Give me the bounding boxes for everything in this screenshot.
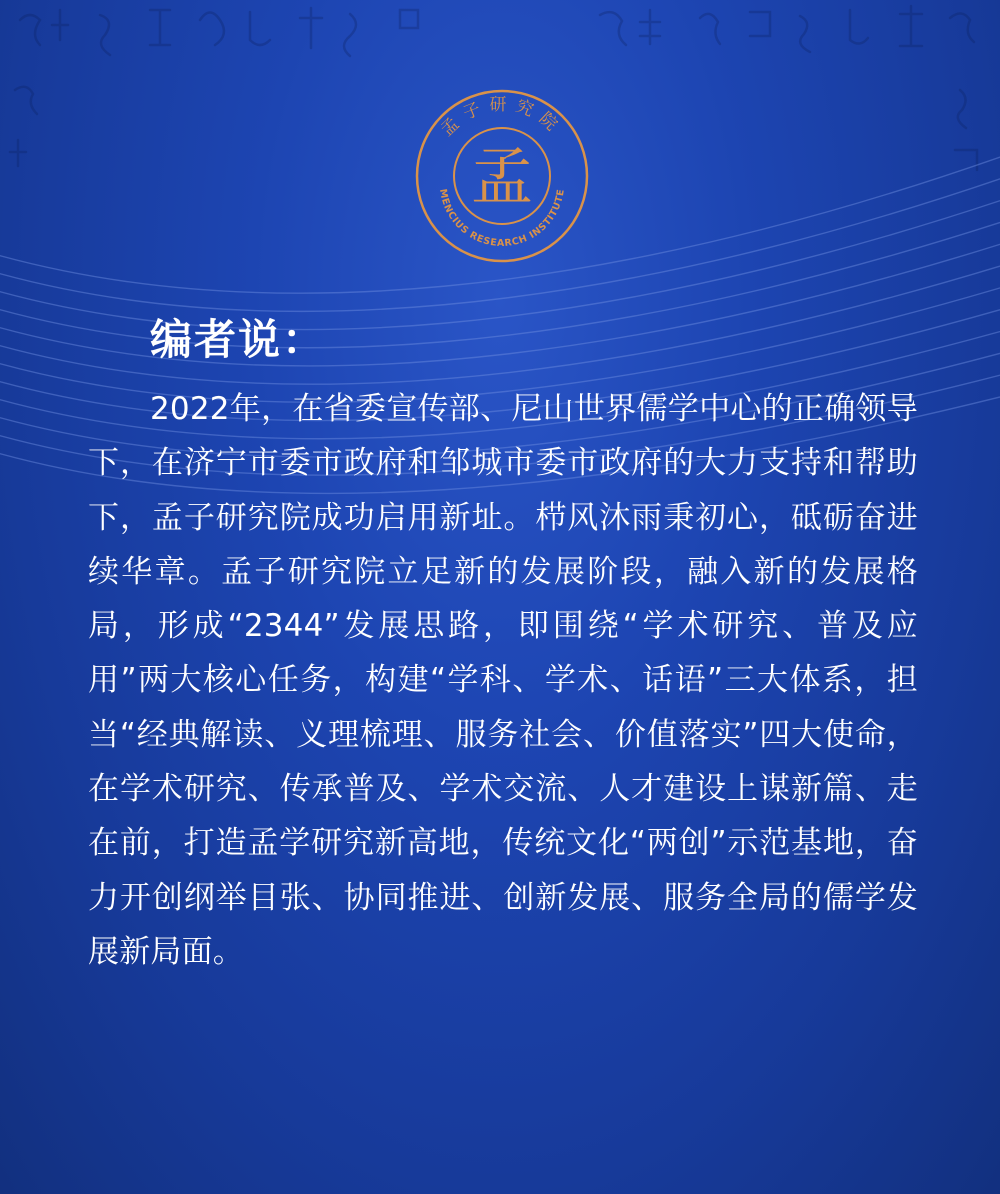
logo-english-name: MENCIUS RESEARCH INSTITUTE xyxy=(437,188,567,250)
mencius-institute-logo xyxy=(414,88,590,264)
logo-chinese-name: 孟子研究院 xyxy=(437,95,567,141)
editor-note-paragraph: 2022年，在省委宣传部、尼山世界儒学中心的正确领导下，在济宁市委市政府和邹城市委市政府的大力支持和帮助下，孟子研究院成功启用新址。栉风沐雨秉初心，砥砺奋进续华章。孟子研究院立足新的发展阶段，融入新的发展格局，形成“2344”发展思路，即围绕“学术研究、普及应用”两大核心任务，构建“学科、学术、话语”三大体系，担当“经典解读、义理梳理、服务社会、价值落实”四大使命，在学术研究、传承普及、学术交流、人才建设上谋新篇、走在前，打造孟学研究新高地，传统文化“两创”示范基地，奋力开创纲举目张、协同推进、创新发展、服务全局的儒学发展新局面。 xyxy=(88,391,918,970)
logo-seal-glyph: 孟 xyxy=(470,140,534,213)
svg-text:孟子研究院 xyxy=(437,95,567,140)
editor-note-heading: 编者说： xyxy=(150,315,327,364)
